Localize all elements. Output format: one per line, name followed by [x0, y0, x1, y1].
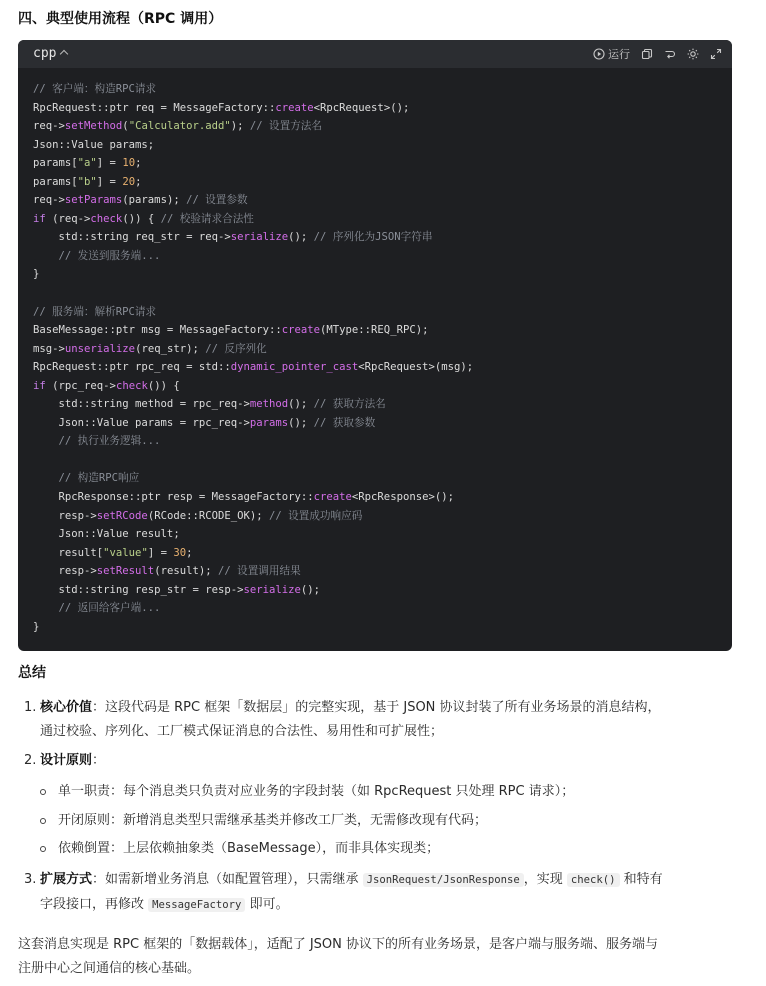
inline-code: JsonRequest/JsonResponse — [363, 873, 524, 887]
code-token: // 序列化为JSON字符串 — [313, 231, 433, 244]
inline-code: check() — [567, 873, 620, 887]
code-line — [33, 303, 717, 322]
code-token: ()) { — [122, 212, 161, 225]
code-token — [33, 435, 59, 447]
play-icon — [593, 48, 605, 60]
code-token: "b" — [77, 175, 97, 188]
code-line — [33, 284, 717, 303]
code-line — [33, 228, 717, 247]
code-token: ; — [135, 157, 142, 170]
code-line — [33, 191, 717, 210]
code-language-label: cpp — [33, 46, 57, 61]
code-token: params — [249, 416, 289, 429]
code-token: std::string method = rpc_req-> — [33, 398, 250, 411]
code-token: "Calculator.add" — [128, 120, 231, 133]
code-token: } — [33, 268, 40, 281]
code-token: (result); — [154, 565, 218, 578]
code-token: (); — [288, 398, 314, 411]
code-token: Json::Value params = rpc_req-> — [33, 416, 250, 429]
code-token: check — [90, 212, 123, 225]
code-token: resp-> — [33, 509, 97, 522]
code-token: create — [281, 324, 321, 337]
code-token: 20 — [122, 175, 136, 188]
code-token: ( — [122, 120, 129, 133]
code-token: ] = — [96, 157, 123, 170]
code-token: params[ — [33, 175, 78, 188]
code-token: Json::Value result; — [33, 528, 180, 541]
inline-code: MessageFactory — [148, 898, 245, 912]
code-token: setResult — [96, 565, 155, 578]
code-token: setParams — [64, 194, 123, 207]
code-token: // 校验请求合法性 — [160, 212, 254, 225]
expand-icon — [710, 48, 722, 60]
code-token: // 发送到服务端... — [58, 249, 161, 262]
code-token: ; — [135, 175, 142, 188]
code-token: <RpcRequest>(msg); — [358, 361, 474, 374]
wrap-icon — [664, 48, 676, 60]
code-token: } — [33, 620, 40, 633]
code-line — [33, 507, 717, 526]
code-line — [33, 136, 717, 155]
code-token: ] = — [96, 175, 123, 188]
code-line — [33, 451, 717, 470]
code-line — [33, 117, 717, 136]
code-token: <RpcResponse>(); — [351, 491, 454, 504]
code-token: serialize — [230, 231, 289, 244]
copy-button[interactable] — [641, 45, 653, 63]
code-line — [33, 265, 717, 284]
code-token — [33, 602, 59, 614]
item-label: 扩展方式 — [40, 872, 93, 887]
code-token: // 获取方法名 — [313, 398, 386, 411]
code-token: method — [249, 398, 289, 411]
code-token: create — [313, 491, 352, 504]
item-text: 即可。 — [245, 896, 289, 912]
code-token: serialize — [243, 583, 301, 596]
code-token: // 获取参数 — [313, 416, 376, 429]
theme-button[interactable] — [687, 45, 699, 63]
code-line — [33, 321, 717, 340]
code-token: "a" — [77, 157, 97, 170]
bullet-dot — [40, 846, 46, 852]
code-line — [33, 432, 717, 451]
code-token: BaseMessage::ptr msg = MessageFactory:: — [33, 324, 282, 337]
code-token: std::string resp_str = resp-> — [33, 583, 244, 596]
item-label: 设计原则 — [40, 753, 93, 768]
item-text: 字段接口，再修改 — [40, 896, 149, 912]
code-token: if — [33, 212, 46, 225]
code-line — [33, 173, 717, 192]
section-heading: 四、典型使用流程（RPC 调用） — [18, 11, 223, 27]
code-token: unserialize — [64, 342, 136, 355]
code-line — [33, 80, 717, 99]
code-token: (params); — [122, 194, 187, 207]
code-token: ); — [230, 120, 250, 133]
list-number: 3. — [24, 872, 37, 887]
code-token: // 设置参数 — [186, 194, 248, 207]
code-line — [33, 377, 717, 396]
bullet-text: 单一职责：每个消息类只负责对应业务的字段封装（如 RpcRequest 只处理 RPC 请求）； — [58, 784, 575, 799]
code-token: (); — [288, 231, 314, 244]
code-token: ] = — [147, 546, 174, 559]
bullet-text: 开闭原则：新增消息类型只需继承基类并修改工厂类，无需修改现有代码； — [58, 813, 488, 828]
code-line — [33, 488, 717, 507]
code-token: req-> — [33, 120, 65, 133]
code-token: RpcResponse::ptr resp = MessageFactory:: — [33, 491, 314, 504]
code-token: // 构造RPC响应 — [58, 472, 140, 485]
code-token: (rpc_req-> — [45, 379, 116, 392]
code-token: params[ — [33, 157, 78, 170]
code-token: (RCode::RCODE_OK); — [147, 509, 269, 522]
item-text-continued: 通过校验、序列化、工厂模式保证消息的合法性、易用性和可扩展性； — [40, 723, 444, 739]
code-line — [33, 99, 717, 118]
summary-item-design-principles — [24, 749, 736, 773]
code-token: setMethod — [64, 120, 123, 133]
code-token: RpcRequest::ptr req = MessageFactory:: — [33, 101, 276, 114]
bullet-dot — [40, 789, 46, 795]
code-token: // 客户端：构造RPC请求 — [33, 83, 157, 95]
code-token: 10 — [122, 157, 136, 170]
code-token: std::string req_str = req-> — [33, 231, 231, 244]
code-line — [33, 525, 717, 544]
code-line — [33, 340, 717, 359]
bullet-text: 依赖倒置：上层依赖抽象类（BaseMessage），而非具体实现类； — [58, 841, 440, 856]
code-line — [33, 414, 717, 433]
code-token: if — [33, 379, 46, 392]
run-label: 运行 — [608, 48, 630, 61]
code-token: ; — [186, 546, 193, 559]
copy-icon — [641, 48, 653, 60]
run-button[interactable] — [593, 45, 630, 63]
code-token: // 设置调用结果 — [217, 565, 301, 578]
code-token: (); — [300, 583, 321, 596]
summary-item-core-value — [24, 696, 736, 743]
code-content — [18, 68, 732, 636]
item-suffix: ： — [92, 753, 106, 768]
code-language-toggle[interactable] — [33, 46, 67, 62]
code-toolbar — [582, 45, 722, 63]
code-token — [33, 472, 59, 484]
code-token: (MType::REQ_RPC); — [320, 324, 429, 337]
code-token: RpcRequest::ptr rpc_req = std:: — [33, 361, 231, 374]
code-token: dynamic_pointer_cast — [230, 361, 359, 374]
summary-item-extension — [24, 868, 736, 917]
item-text: ：如需新增业务消息（如配置管理），只需继承 — [92, 872, 363, 887]
code-token: req-> — [33, 194, 65, 207]
list-number: 1. — [24, 700, 37, 715]
item-text: ：这段代码是 RPC 框架「数据层」的完整实现，基于 JSON 协议封装了所有业务场景的消息结构， — [92, 700, 661, 715]
summary-title: 总结 — [18, 665, 46, 681]
code-token: 30 — [173, 546, 187, 559]
code-token — [33, 250, 59, 262]
code-token: (req-> — [45, 212, 91, 225]
closing-text: 这套消息实现是 RPC 框架的「数据载体」，适配了 JSON 协议下的所有业务场景，是客户端与服务端、服务端与 — [18, 937, 659, 952]
code-line — [33, 395, 717, 414]
code-token: "value" — [103, 546, 148, 559]
code-token: Json::Value params; — [33, 138, 155, 151]
item-label: 核心价值 — [40, 700, 93, 715]
code-token: resp-> — [33, 565, 97, 578]
bullet-dot — [40, 818, 46, 824]
code-token: (req_str); — [135, 342, 206, 355]
chevron-up-icon — [60, 50, 68, 58]
code-line — [33, 247, 717, 266]
code-token: // 返回给客户端... — [58, 602, 161, 615]
code-token: <RpcRequest>(); — [313, 101, 410, 114]
code-token: msg-> — [33, 342, 65, 355]
code-line — [33, 618, 717, 637]
code-token: // 反序列化 — [205, 342, 267, 355]
code-token: (); — [288, 416, 314, 429]
code-line — [33, 154, 717, 173]
code-line — [33, 581, 717, 600]
code-line — [33, 210, 717, 229]
code-line — [33, 599, 717, 618]
code-token: create — [275, 101, 314, 114]
code-token: // 执行业务逻辑... — [58, 435, 161, 448]
sun-icon — [687, 48, 699, 60]
item-text: ，实现 — [523, 872, 567, 887]
closing-paragraph — [18, 933, 742, 980]
code-token: check — [115, 379, 148, 392]
code-token: result[ — [33, 546, 104, 559]
code-block-header — [18, 40, 732, 68]
item-text: 和特有 — [619, 872, 663, 887]
code-line — [33, 544, 717, 563]
wrap-button[interactable] — [664, 45, 676, 63]
code-token: // 设置方法名 — [249, 120, 322, 133]
closing-text: 注册中心之间通信的核心基础。 — [18, 960, 201, 976]
code-line — [33, 562, 717, 581]
code-token: // 服务端：解析RPC请求 — [33, 305, 157, 318]
code-line — [33, 469, 717, 488]
code-token: ()) { — [147, 379, 180, 392]
code-block — [18, 40, 732, 651]
code-token: // 设置成功响应码 — [269, 509, 363, 522]
expand-button[interactable] — [710, 45, 722, 63]
code-token: setRCode — [96, 509, 148, 522]
code-line — [33, 358, 717, 377]
list-number: 2. — [24, 753, 37, 768]
